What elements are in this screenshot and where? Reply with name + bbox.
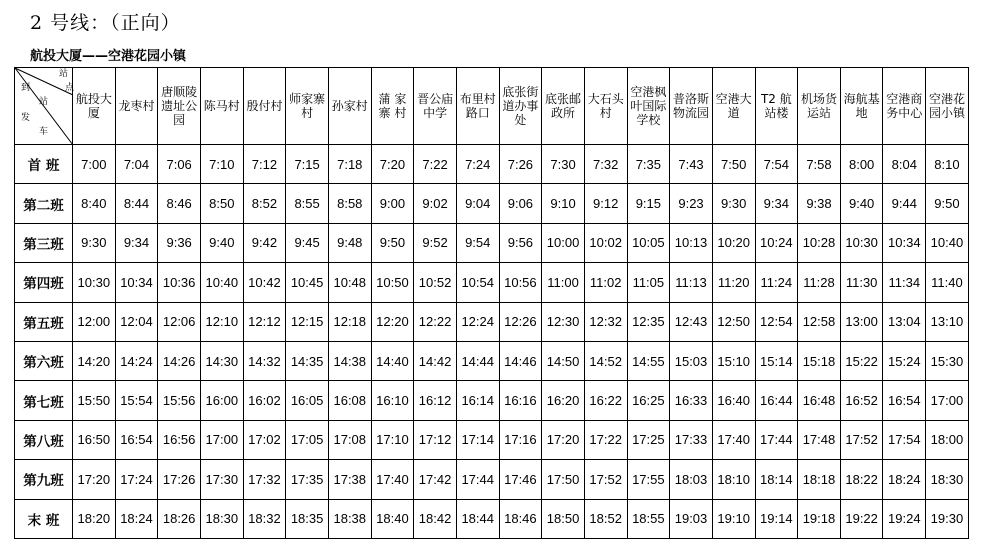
departure-time: 16:33 bbox=[670, 381, 713, 420]
departure-time: 7:00 bbox=[73, 145, 116, 184]
departure-time: 17:08 bbox=[328, 420, 371, 459]
departure-time: 7:22 bbox=[414, 145, 457, 184]
departure-time: 8:46 bbox=[158, 184, 201, 223]
departure-time: 13:10 bbox=[926, 302, 969, 341]
departure-time: 19:14 bbox=[755, 499, 798, 538]
stop-header bbox=[883, 68, 926, 145]
departure-time: 15:56 bbox=[158, 381, 201, 420]
departure-time: 16:56 bbox=[158, 420, 201, 459]
corner-stop-char: 点 bbox=[65, 83, 75, 93]
timetable-header-row bbox=[15, 68, 969, 145]
departure-time: 16:25 bbox=[627, 381, 670, 420]
stop-header bbox=[243, 68, 286, 145]
departure-time: 12:54 bbox=[755, 302, 798, 341]
departure-time: 8:50 bbox=[200, 184, 243, 223]
departure-time: 15:14 bbox=[755, 341, 798, 380]
stop-name: 师家寨村 bbox=[289, 92, 326, 120]
departure-time: 7:30 bbox=[542, 145, 585, 184]
corner-depart-char: 发 bbox=[21, 113, 31, 123]
departure-time: 17:16 bbox=[499, 420, 542, 459]
run-name: 第八班 bbox=[15, 420, 73, 459]
departure-time: 17:55 bbox=[627, 460, 670, 499]
departure-time: 16:22 bbox=[584, 381, 627, 420]
departure-time: 18:32 bbox=[243, 499, 286, 538]
stop-name: 海航基地 bbox=[843, 92, 880, 120]
departure-time: 11:20 bbox=[712, 263, 755, 302]
departure-time: 10:34 bbox=[883, 223, 926, 262]
departure-time: 16:08 bbox=[328, 381, 371, 420]
departure-time: 19:24 bbox=[883, 499, 926, 538]
stop-name: 普洛斯物流园 bbox=[673, 92, 710, 120]
departure-time: 16:02 bbox=[243, 381, 286, 420]
corner-arrive-char: 到 bbox=[21, 83, 31, 93]
stop-header bbox=[798, 68, 841, 145]
stop-header bbox=[670, 68, 713, 145]
departure-time: 14:52 bbox=[584, 341, 627, 380]
departure-time: 18:03 bbox=[670, 460, 713, 499]
departure-time: 14:20 bbox=[73, 341, 116, 380]
departure-time: 18:22 bbox=[840, 460, 883, 499]
departure-time: 14:32 bbox=[243, 341, 286, 380]
departure-time: 12:12 bbox=[243, 302, 286, 341]
stop-header bbox=[840, 68, 883, 145]
stop-name: 空港商务中心 bbox=[886, 92, 923, 120]
departure-time: 18:35 bbox=[286, 499, 329, 538]
departure-time: 18:10 bbox=[712, 460, 755, 499]
departure-time: 9:50 bbox=[371, 223, 414, 262]
departure-time: 16:50 bbox=[73, 420, 116, 459]
run-name: 首 班 bbox=[15, 145, 73, 184]
run-name: 第五班 bbox=[15, 302, 73, 341]
departure-time: 11:40 bbox=[926, 263, 969, 302]
run-row bbox=[15, 499, 969, 538]
departure-time: 11:28 bbox=[798, 263, 841, 302]
departure-time: 14:46 bbox=[499, 341, 542, 380]
departure-time: 12:04 bbox=[115, 302, 158, 341]
departure-time: 18:26 bbox=[158, 499, 201, 538]
departure-time: 17:00 bbox=[200, 420, 243, 459]
stop-name: 蒲 家 寨 村 bbox=[378, 92, 407, 120]
departure-time: 8:58 bbox=[328, 184, 371, 223]
departure-time: 9:30 bbox=[73, 223, 116, 262]
departure-time: 11:24 bbox=[755, 263, 798, 302]
departure-time: 8:52 bbox=[243, 184, 286, 223]
departure-time: 18:18 bbox=[798, 460, 841, 499]
departure-time: 9:00 bbox=[371, 184, 414, 223]
departure-time: 14:42 bbox=[414, 341, 457, 380]
departure-time: 9:56 bbox=[499, 223, 542, 262]
departure-time: 12:15 bbox=[286, 302, 329, 341]
departure-time: 7:26 bbox=[499, 145, 542, 184]
departure-time: 10:40 bbox=[200, 263, 243, 302]
run-row bbox=[15, 420, 969, 459]
run-row bbox=[15, 460, 969, 499]
departure-time: 10:45 bbox=[286, 263, 329, 302]
stop-name: 殷付村 bbox=[246, 99, 283, 113]
departure-time: 7:24 bbox=[456, 145, 499, 184]
departure-time: 7:18 bbox=[328, 145, 371, 184]
departure-time: 9:15 bbox=[627, 184, 670, 223]
departure-time: 18:14 bbox=[755, 460, 798, 499]
departure-time: 10:52 bbox=[414, 263, 457, 302]
departure-time: 16:20 bbox=[542, 381, 585, 420]
departure-time: 18:40 bbox=[371, 499, 414, 538]
departure-time: 17:54 bbox=[883, 420, 926, 459]
departure-time: 17:44 bbox=[755, 420, 798, 459]
departure-time: 9:10 bbox=[542, 184, 585, 223]
stop-header bbox=[712, 68, 755, 145]
departure-time: 17:40 bbox=[712, 420, 755, 459]
departure-time: 12:35 bbox=[627, 302, 670, 341]
stop-name: 龙枣村 bbox=[118, 99, 155, 113]
departure-time: 12:26 bbox=[499, 302, 542, 341]
line-title: 2 号线：（正向） bbox=[30, 12, 181, 34]
departure-time: 7:54 bbox=[755, 145, 798, 184]
stop-name: 唐顺陵遗址公园 bbox=[161, 85, 198, 127]
run-row bbox=[15, 184, 969, 223]
departure-time: 9:23 bbox=[670, 184, 713, 223]
departure-time: 16:40 bbox=[712, 381, 755, 420]
departure-time: 16:10 bbox=[371, 381, 414, 420]
departure-time: 17:22 bbox=[584, 420, 627, 459]
run-name: 第三班 bbox=[15, 223, 73, 262]
departure-time: 18:38 bbox=[328, 499, 371, 538]
departure-time: 9:50 bbox=[926, 184, 969, 223]
departure-time: 10:48 bbox=[328, 263, 371, 302]
stop-name: 晋公庙中学 bbox=[417, 92, 454, 120]
departure-time: 10:30 bbox=[840, 223, 883, 262]
route-name: 航投大厦——空港花园小镇 bbox=[30, 49, 187, 64]
run-row bbox=[15, 381, 969, 420]
stop-header bbox=[414, 68, 457, 145]
departure-time: 10:56 bbox=[499, 263, 542, 302]
departure-time: 17:52 bbox=[840, 420, 883, 459]
departure-time: 16:16 bbox=[499, 381, 542, 420]
stop-header bbox=[926, 68, 969, 145]
departure-time: 17:30 bbox=[200, 460, 243, 499]
departure-time: 9:02 bbox=[414, 184, 457, 223]
departure-time: 15:03 bbox=[670, 341, 713, 380]
corner-stop-char: 站 bbox=[59, 69, 69, 79]
departure-time: 9:40 bbox=[840, 184, 883, 223]
departure-time: 18:50 bbox=[542, 499, 585, 538]
departure-time: 18:52 bbox=[584, 499, 627, 538]
departure-time: 8:04 bbox=[883, 145, 926, 184]
departure-time: 10:24 bbox=[755, 223, 798, 262]
departure-time: 10:28 bbox=[798, 223, 841, 262]
departure-time: 9:42 bbox=[243, 223, 286, 262]
departure-time: 14:35 bbox=[286, 341, 329, 380]
departure-time: 15:10 bbox=[712, 341, 755, 380]
departure-time: 18:30 bbox=[926, 460, 969, 499]
departure-time: 8:40 bbox=[73, 184, 116, 223]
departure-time: 14:44 bbox=[456, 341, 499, 380]
departure-time: 18:00 bbox=[926, 420, 969, 459]
stop-header bbox=[158, 68, 201, 145]
stop-name: 大石头村 bbox=[587, 92, 624, 120]
departure-time: 12:24 bbox=[456, 302, 499, 341]
departure-time: 10:30 bbox=[73, 263, 116, 302]
run-name: 第四班 bbox=[15, 263, 73, 302]
departure-time: 12:32 bbox=[584, 302, 627, 341]
stop-header bbox=[286, 68, 329, 145]
stop-header bbox=[115, 68, 158, 145]
run-name: 第七班 bbox=[15, 381, 73, 420]
departure-time: 9:52 bbox=[414, 223, 457, 262]
departure-time: 16:54 bbox=[883, 381, 926, 420]
departure-time: 18:24 bbox=[883, 460, 926, 499]
stop-name: 空港花园小镇 bbox=[928, 92, 965, 120]
departure-time: 9:06 bbox=[499, 184, 542, 223]
departure-time: 7:43 bbox=[670, 145, 713, 184]
departure-time: 7:32 bbox=[584, 145, 627, 184]
run-row bbox=[15, 302, 969, 341]
departure-time: 9:48 bbox=[328, 223, 371, 262]
departure-time: 10:50 bbox=[371, 263, 414, 302]
departure-time: 18:20 bbox=[73, 499, 116, 538]
departure-time: 14:26 bbox=[158, 341, 201, 380]
departure-time: 17:38 bbox=[328, 460, 371, 499]
departure-time: 12:43 bbox=[670, 302, 713, 341]
departure-time: 12:30 bbox=[542, 302, 585, 341]
departure-time: 17:00 bbox=[926, 381, 969, 420]
stop-header bbox=[200, 68, 243, 145]
stop-header bbox=[755, 68, 798, 145]
departure-time: 9:38 bbox=[798, 184, 841, 223]
departure-time: 16:05 bbox=[286, 381, 329, 420]
departure-time: 8:00 bbox=[840, 145, 883, 184]
departure-time: 15:54 bbox=[115, 381, 158, 420]
departure-time: 10:02 bbox=[584, 223, 627, 262]
departure-time: 8:10 bbox=[926, 145, 969, 184]
stop-name: 空港大道 bbox=[715, 92, 752, 120]
departure-time: 17:48 bbox=[798, 420, 841, 459]
departure-time: 11:30 bbox=[840, 263, 883, 302]
departure-time: 16:14 bbox=[456, 381, 499, 420]
departure-time: 7:50 bbox=[712, 145, 755, 184]
stop-header bbox=[328, 68, 371, 145]
stop-name: 航投大厦 bbox=[75, 92, 112, 120]
departure-time: 17:14 bbox=[456, 420, 499, 459]
stop-name: 底张邮政所 bbox=[545, 92, 582, 120]
departure-time: 12:22 bbox=[414, 302, 457, 341]
departure-time: 7:06 bbox=[158, 145, 201, 184]
departure-time: 12:20 bbox=[371, 302, 414, 341]
departure-time: 12:10 bbox=[200, 302, 243, 341]
run-row bbox=[15, 341, 969, 380]
departure-time: 18:46 bbox=[499, 499, 542, 538]
stop-name: 空港枫叶国际学校 bbox=[630, 85, 667, 127]
run-name: 第六班 bbox=[15, 341, 73, 380]
departure-time: 17:12 bbox=[414, 420, 457, 459]
run-name: 第二班 bbox=[15, 184, 73, 223]
departure-time: 9:04 bbox=[456, 184, 499, 223]
departure-time: 12:50 bbox=[712, 302, 755, 341]
departure-time: 18:55 bbox=[627, 499, 670, 538]
departure-time: 9:44 bbox=[883, 184, 926, 223]
departure-time: 15:24 bbox=[883, 341, 926, 380]
departure-time: 15:22 bbox=[840, 341, 883, 380]
departure-time: 9:34 bbox=[115, 223, 158, 262]
departure-time: 12:58 bbox=[798, 302, 841, 341]
departure-time: 14:50 bbox=[542, 341, 585, 380]
departure-time: 17:44 bbox=[456, 460, 499, 499]
departure-time: 9:54 bbox=[456, 223, 499, 262]
departure-time: 19:30 bbox=[926, 499, 969, 538]
departure-time: 16:00 bbox=[200, 381, 243, 420]
departure-time: 17:50 bbox=[542, 460, 585, 499]
departure-time: 17:42 bbox=[414, 460, 457, 499]
departure-time: 11:13 bbox=[670, 263, 713, 302]
departure-time: 9:34 bbox=[755, 184, 798, 223]
departure-time: 19:18 bbox=[798, 499, 841, 538]
departure-time: 15:18 bbox=[798, 341, 841, 380]
departure-time: 10:34 bbox=[115, 263, 158, 302]
departure-time: 10:36 bbox=[158, 263, 201, 302]
departure-time: 16:12 bbox=[414, 381, 457, 420]
departure-time: 11:34 bbox=[883, 263, 926, 302]
departure-time: 11:00 bbox=[542, 263, 585, 302]
stop-name: 布里村路口 bbox=[459, 92, 496, 120]
departure-time: 8:44 bbox=[115, 184, 158, 223]
stop-name: 底张街道办事处 bbox=[502, 85, 539, 127]
departure-time: 18:44 bbox=[456, 499, 499, 538]
departure-time: 8:55 bbox=[286, 184, 329, 223]
departure-time: 7:15 bbox=[286, 145, 329, 184]
stop-header bbox=[627, 68, 670, 145]
departure-time: 7:35 bbox=[627, 145, 670, 184]
departure-time: 9:40 bbox=[200, 223, 243, 262]
departure-time: 19:22 bbox=[840, 499, 883, 538]
departure-time: 13:00 bbox=[840, 302, 883, 341]
departure-time: 17:40 bbox=[371, 460, 414, 499]
run-name: 末 班 bbox=[15, 499, 73, 538]
departure-time: 14:55 bbox=[627, 341, 670, 380]
departure-time: 17:24 bbox=[115, 460, 158, 499]
stop-header bbox=[371, 68, 414, 145]
stop-name: 陈马村 bbox=[203, 99, 240, 113]
departure-time: 10:20 bbox=[712, 223, 755, 262]
departure-time: 11:05 bbox=[627, 263, 670, 302]
departure-time: 19:03 bbox=[670, 499, 713, 538]
departure-time: 9:36 bbox=[158, 223, 201, 262]
departure-time: 7:20 bbox=[371, 145, 414, 184]
departure-time: 17:02 bbox=[243, 420, 286, 459]
departure-time: 17:32 bbox=[243, 460, 286, 499]
departure-time: 19:10 bbox=[712, 499, 755, 538]
departure-time: 18:30 bbox=[200, 499, 243, 538]
departure-time: 17:52 bbox=[584, 460, 627, 499]
departure-time: 7:12 bbox=[243, 145, 286, 184]
departure-time: 17:10 bbox=[371, 420, 414, 459]
departure-time: 17:05 bbox=[286, 420, 329, 459]
departure-time: 7:10 bbox=[200, 145, 243, 184]
departure-time: 17:33 bbox=[670, 420, 713, 459]
corner-cell bbox=[15, 68, 73, 145]
departure-time: 10:05 bbox=[627, 223, 670, 262]
departure-time: 17:46 bbox=[499, 460, 542, 499]
stop-header bbox=[499, 68, 542, 145]
run-row bbox=[15, 223, 969, 262]
stop-header bbox=[584, 68, 627, 145]
departure-time: 12:00 bbox=[73, 302, 116, 341]
timetable-body bbox=[15, 145, 969, 539]
departure-time: 12:06 bbox=[158, 302, 201, 341]
departure-time: 16:44 bbox=[755, 381, 798, 420]
departure-time: 18:24 bbox=[115, 499, 158, 538]
corner-depart-char: 车 bbox=[39, 127, 49, 137]
run-row bbox=[15, 263, 969, 302]
corner-arrive-char: 站 bbox=[39, 97, 49, 107]
departure-time: 10:13 bbox=[670, 223, 713, 262]
stop-name: 孙家村 bbox=[331, 99, 368, 113]
departure-time: 10:40 bbox=[926, 223, 969, 262]
departure-time: 9:12 bbox=[584, 184, 627, 223]
departure-time: 17:20 bbox=[542, 420, 585, 459]
departure-time: 12:18 bbox=[328, 302, 371, 341]
departure-time: 16:52 bbox=[840, 381, 883, 420]
stop-header bbox=[73, 68, 116, 145]
departure-time: 7:58 bbox=[798, 145, 841, 184]
departure-time: 17:20 bbox=[73, 460, 116, 499]
departure-time: 14:38 bbox=[328, 341, 371, 380]
departure-time: 14:30 bbox=[200, 341, 243, 380]
stop-header bbox=[456, 68, 499, 145]
departure-time: 9:30 bbox=[712, 184, 755, 223]
departure-time: 13:04 bbox=[883, 302, 926, 341]
departure-time: 16:48 bbox=[798, 381, 841, 420]
departure-time: 15:50 bbox=[73, 381, 116, 420]
departure-time: 17:26 bbox=[158, 460, 201, 499]
departure-time: 17:25 bbox=[627, 420, 670, 459]
run-name: 第九班 bbox=[15, 460, 73, 499]
departure-time: 7:04 bbox=[115, 145, 158, 184]
stop-header bbox=[542, 68, 585, 145]
departure-time: 18:42 bbox=[414, 499, 457, 538]
departure-time: 16:54 bbox=[115, 420, 158, 459]
departure-time: 9:45 bbox=[286, 223, 329, 262]
run-row bbox=[15, 145, 969, 184]
timetable bbox=[14, 67, 969, 539]
departure-time: 17:35 bbox=[286, 460, 329, 499]
departure-time: 14:24 bbox=[115, 341, 158, 380]
departure-time: 10:00 bbox=[542, 223, 585, 262]
stop-name: 机场货运站 bbox=[800, 92, 837, 120]
stop-name: T2 航站楼 bbox=[760, 92, 792, 120]
departure-time: 10:42 bbox=[243, 263, 286, 302]
departure-time: 14:40 bbox=[371, 341, 414, 380]
departure-time: 10:54 bbox=[456, 263, 499, 302]
departure-time: 11:02 bbox=[584, 263, 627, 302]
departure-time: 15:30 bbox=[926, 341, 969, 380]
